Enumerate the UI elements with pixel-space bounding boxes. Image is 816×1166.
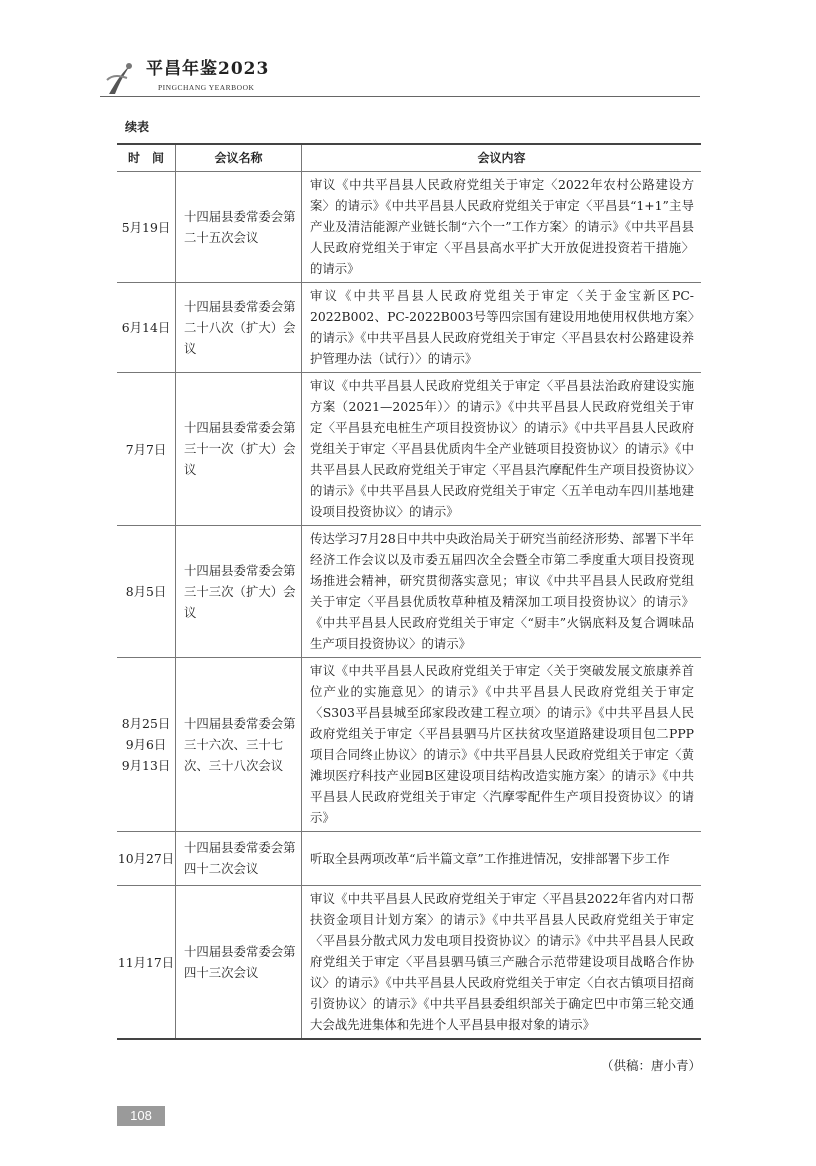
table-row — [117, 658, 701, 832]
meeting-content: 审议《中共平昌县人民政府党组关于审定〈关于突破发展文旅康养首位产业的实施意见〉的请示》《中共平昌县人民政府党组关于审定〈S303平昌县城至邱家段改建工程立项〉的请示》《中共平昌县人民政府党组关于审定〈平昌县驷马片区扶贫攻坚道路建设项目包二PPP项目合同终止协议〉的请示》《中共平昌县人民政府党组关于审定〈黄滩坝医疗科技产业园B区建设项目结构改造实施方案〉的请示》《中共平昌县人民政府党组关于审定〈汽摩零配件生产项目投资协议〉的请示》 — [302, 658, 702, 832]
meeting-content: 审议《中共平昌县人民政府党组关于审定〈2022年农村公路建设方案〉的请示》《中共平昌县人民政府党组关于审定〈平昌县“1+1”主导产业及清洁能源产业链长制“六个一”工作方案〉的请示》《中共平昌县人民政府党组关于审定〈平昌县高水平扩大开放促进投资若干措施〉的请示》 — [302, 172, 702, 283]
table-row — [117, 283, 701, 373]
meeting-name: 十四届县委常委会第三十三次（扩大）会议 — [176, 526, 302, 658]
header-divider — [100, 96, 700, 97]
meetings-table — [117, 143, 701, 1040]
meeting-date: 8月5日 — [117, 526, 176, 658]
column-header-content: 会议内容 — [302, 144, 702, 172]
meeting-name: 十四届县委常委会第四十二次会议 — [176, 832, 302, 886]
credit-line: （供稿：唐小青） — [600, 1058, 701, 1073]
meeting-date: 7月7日 — [117, 373, 176, 526]
meeting-content: 听取全县两项改革“后半篇文章”工作推进情况，安排部署下步工作 — [302, 832, 702, 886]
meeting-content: 审议《中共平昌县人民政府党组关于审定〈平昌县法治政府建设实施方案（2021—2025年）〉的请示》《中共平昌县人民政府党组关于审定〈平昌县充电桩生产项目投资协议〉的请示》《中共平昌县人民政府党组关于审定〈平昌县优质肉牛全产业链项目投资协议〉的请示》《中共平昌县人民政府党组关于审定〈平昌县汽摩配件生产项目投资协议〉的请示》《中共平昌县人民政府党组关于审定〈五羊电动车四川基地建设项目投资协议〉的请示》 — [302, 373, 702, 526]
meeting-name: 十四届县委常委会第二十八次（扩大）会议 — [176, 283, 302, 373]
table-row — [117, 886, 701, 1040]
meeting-content: 审议《中共平昌县人民政府党组关于审定〈关于金宝新区PC-2022B002、PC-2022B003号等四宗国有建设用地使用权供地方案〉的请示》《中共平昌县人民政府党组关于审定〈平昌县农村公路建设养护管理办法（试行）〉的请示》 — [302, 283, 702, 373]
content-flow — [117, 143, 701, 1166]
table-row — [117, 373, 701, 526]
page-number: 108 — [117, 1106, 165, 1126]
table-row — [117, 526, 701, 658]
table-header-row — [117, 144, 701, 172]
meeting-name: 十四届县委常委会第三十六次、三十七次、三十八次会议 — [176, 658, 302, 832]
meeting-name: 十四届县委常委会第二十五次会议 — [176, 172, 302, 283]
meeting-date: 5月19日 — [117, 172, 176, 283]
table-row — [117, 832, 701, 886]
meeting-name: 十四届县委常委会第四十三次会议 — [176, 886, 302, 1040]
yearbook-subtitle: PINGCHANG YEARBOOK — [158, 83, 255, 92]
meeting-date: 10月27日 — [117, 832, 176, 886]
meeting-content: 传达学习7月28日中共中央政治局关于研究当前经济形势、部署下半年经济工作会议以及市委五届四次全会暨全市第二季度重大项目投资现场推进会精神，研究贯彻落实意见；审议《中共平昌县人民政府党组关于审定〈平昌县优质牧草种植及精深加工项目投资协议〉的请示》《中共平昌县人民政府党组关于审定〈“厨丰”火锅底料及复合调味品生产项目投资协议〉的请示》 — [302, 526, 702, 658]
meeting-content: 审议《中共平昌县人民政府党组关于审定〈平昌县2022年省内对口帮扶资金项目计划方案〉的请示》《中共平昌县人民政府党组关于审定〈平昌县分散式风力发电项目投资协议〉的请示》《中共平昌县人民政府党组关于审定〈平昌县驷马镇三产融合示范带建设项目战略合作协议〉的请示》《中共平昌县人民政府党组关于审定〈白衣古镇项目招商引资协议〉的请示》《中共平昌县委组织部关于确定巴中市第三轮交通大会战先进集体和先进个人平昌县申报对象的请示》 — [302, 886, 702, 1040]
column-header-time: 时 间 — [117, 144, 176, 172]
table-caption: 续表 — [125, 120, 150, 134]
table-row — [117, 172, 701, 283]
yearbook-logo-icon — [105, 58, 135, 98]
meeting-date: 11月17日 — [117, 886, 176, 1040]
meeting-date: 8月25日 9月6日 9月13日 — [117, 658, 176, 832]
meeting-name: 十四届县委常委会第三十一次（扩大）会议 — [176, 373, 302, 526]
yearbook-title: 平昌年鉴2023 — [146, 59, 270, 79]
column-header-name: 会议名称 — [176, 144, 302, 172]
meeting-date: 6月14日 — [117, 283, 176, 373]
